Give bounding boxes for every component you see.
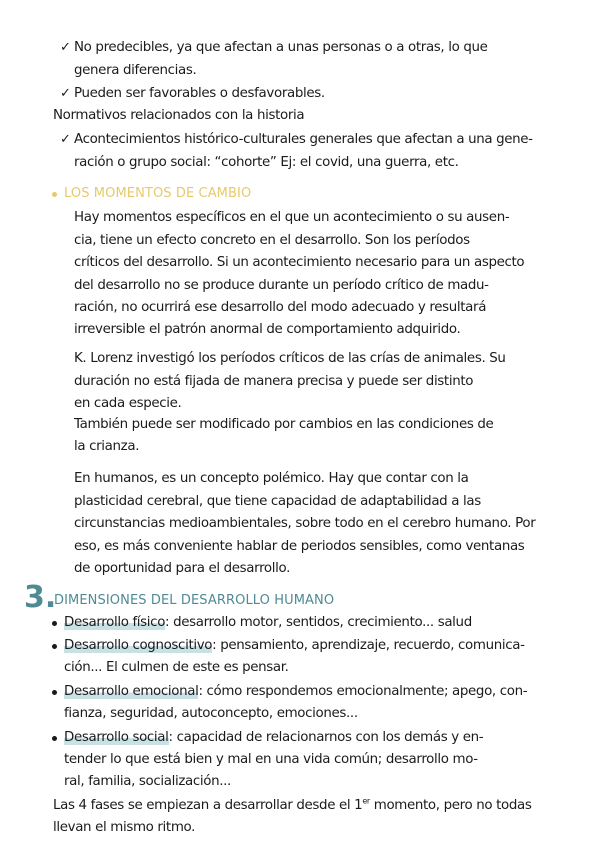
- text-line: Pueden ser favorables o desfavorables.: [74, 86, 325, 101]
- description: : desarrollo motor, sentidos, crecimiento... salud: [165, 615, 472, 630]
- text-line: del desarrollo no se produce durante un período crítico de madu-: [74, 278, 489, 293]
- term: Desarrollo físico: [64, 615, 166, 630]
- bullet-icon: [52, 621, 57, 626]
- text-line: ración o grupo social: “cohorte” Ej: el covid, una guerra, etc.: [74, 155, 459, 170]
- text-line: cia, tiene un efecto concreto en el desarrollo. Son los períodos: [74, 233, 470, 248]
- text-line: duración no está fijada de manera precisa y puede ser distinto: [74, 374, 474, 389]
- section-heading: LOS MOMENTOS DE CAMBIO: [64, 186, 252, 201]
- text-line: No predecibles, ya que afectan a unas personas o a otras, lo que: [74, 40, 488, 55]
- text-line: Acontecimientos histórico-culturales generales que afectan a una gene-: [74, 132, 533, 147]
- text-line: de oportunidad para el desarrollo.: [74, 561, 291, 576]
- text-line: fianza, seguridad, autoconcepto, emociones...: [64, 706, 358, 721]
- text-line: ral, familia, socialización...: [64, 774, 231, 789]
- closing-text: Las 4 fases se empiezan a desarrollar desde el 1: [53, 798, 363, 813]
- text-line: [53, 796, 532, 816]
- bullet-icon: [52, 192, 57, 197]
- text-line: K. Lorenz investigó los períodos críticos de las crías de animales. Su: [74, 351, 506, 366]
- list-item: [64, 613, 472, 633]
- checkmark-icon: ✓: [60, 40, 71, 55]
- text-line: También puede ser modificado por cambios en las condiciones de: [74, 417, 494, 432]
- ordinal-suffix: er: [362, 796, 370, 806]
- text-line: en cada especie.: [74, 396, 182, 411]
- bullet-icon: [52, 736, 57, 741]
- text-line: irreversible el patrón anormal de comportamiento adquirido.: [74, 322, 461, 337]
- description: : capacidad de relacionarnos con los demás y en-: [168, 730, 484, 745]
- description: : cómo respondemos emocionalmente; apego, con-: [198, 684, 528, 699]
- text-line: tender lo que está bien y mal en una vida común; desarrollo mo-: [64, 752, 478, 767]
- term: Desarrollo social: [64, 730, 169, 745]
- list-item: [64, 636, 525, 656]
- text-line: Normativos relacionados con la historia: [53, 108, 305, 123]
- list-item: [64, 728, 483, 748]
- section-number: 3.: [24, 580, 57, 615]
- closing-text: momento, pero no todas: [369, 798, 532, 813]
- term: Desarrollo emocional: [64, 684, 199, 699]
- text-line: genera diferencias.: [74, 63, 197, 78]
- bullet-icon: [52, 690, 57, 695]
- section-heading: DIMENSIONES DEL DESARROLLO HUMANO: [54, 593, 335, 608]
- list-item: [64, 682, 527, 702]
- term: Desarrollo cognoscitivo: [64, 638, 213, 653]
- text-line: llevan el mismo ritmo.: [53, 820, 196, 835]
- text-line: ción... El culmen de este es pensar.: [64, 660, 289, 675]
- text-line: Hay momentos específicos en el que un acontecimiento o su ausen-: [74, 210, 510, 225]
- text-line: la crianza.: [74, 439, 140, 454]
- text-line: plasticidad cerebral, que tiene capacidad de adaptabilidad a las: [74, 494, 481, 509]
- text-line: En humanos, es un concepto polémico. Hay que contar con la: [74, 471, 469, 486]
- checkmark-icon: ✓: [60, 132, 71, 147]
- text-line: eso, es más conveniente hablar de periodos sensibles, como ventanas: [74, 539, 525, 554]
- bullet-icon: [52, 644, 57, 649]
- text-line: críticos del desarrollo. Si un acontecimiento necesario para un aspecto: [74, 255, 525, 270]
- checkmark-icon: ✓: [60, 86, 71, 101]
- description: : pensamiento, aprendizaje, recuerdo, comunica-: [212, 638, 525, 653]
- text-line: ración, no ocurrirá ese desarrollo del modo adecuado y resultará: [74, 300, 487, 315]
- text-line: circunstancias medioambientales, sobre todo en el cerebro humano. Por: [74, 516, 536, 531]
